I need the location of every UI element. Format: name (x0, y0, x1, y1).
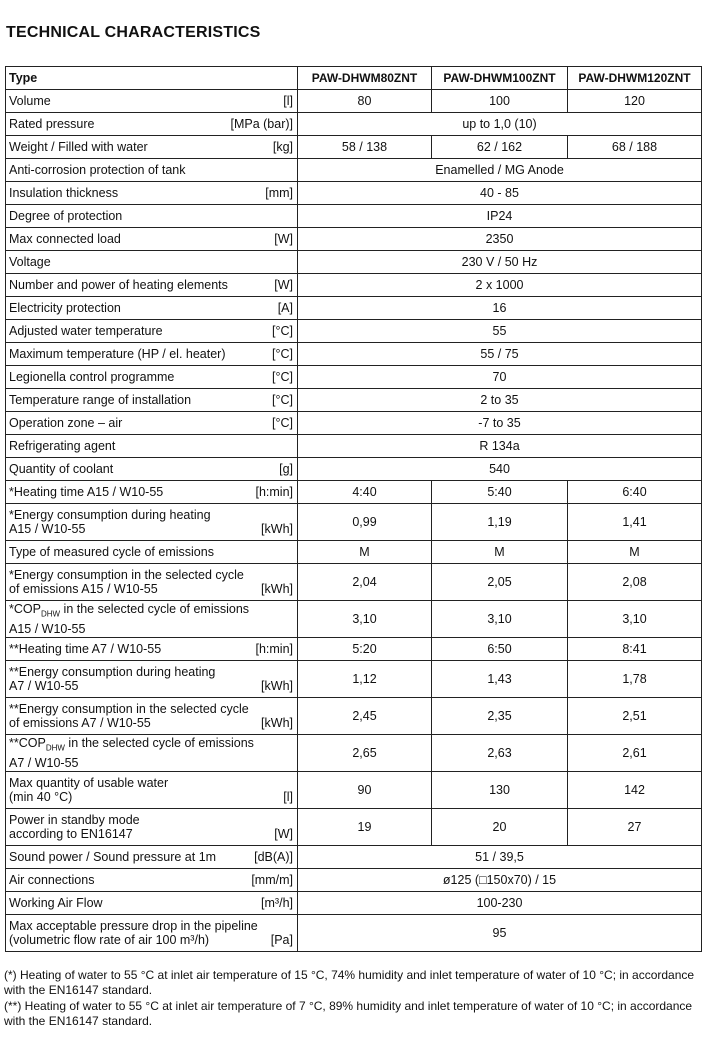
row-unit: [W] (274, 278, 293, 292)
row-unit: [h:min] (255, 642, 293, 656)
row-value: 2,04 (298, 564, 432, 601)
table-row (6, 182, 702, 205)
row-value: 16 (298, 297, 702, 320)
row-unit: [dB(A)] (254, 850, 293, 864)
row-value: 40 - 85 (298, 182, 702, 205)
row-label-cell (6, 90, 298, 113)
row-label-line2: (volumetric flow rate of air 100 m³/h) (9, 933, 210, 947)
row-label: Legionella control programme (9, 370, 175, 384)
table-row (6, 846, 702, 869)
table-row (6, 435, 702, 458)
row-label-cell (6, 113, 298, 136)
spec-table-body (6, 90, 702, 952)
row-value: 2,61 (568, 735, 702, 772)
row-label: **Energy consumption during heating (9, 665, 216, 679)
row-label-line2: of emissions A15 / W10-55 (9, 582, 158, 596)
row-label: Anti-corrosion protection of tank (9, 163, 186, 177)
row-value: M (432, 541, 568, 564)
row-value: 55 / 75 (298, 343, 702, 366)
table-row (6, 809, 702, 846)
row-value: 5:20 (298, 638, 432, 661)
row-label-cell (6, 846, 298, 869)
row-label-line2: A7 / W10-55 (9, 755, 79, 770)
row-value: 2 to 35 (298, 389, 702, 412)
row-label: *Heating time A15 / W10-55 (9, 485, 164, 499)
row-value: 2,51 (568, 698, 702, 735)
model-header: PAW-DHWM80ZNT (298, 67, 432, 90)
table-row (6, 892, 702, 915)
row-label: Power in standby mode (9, 813, 140, 827)
row-label: Air connections (9, 873, 95, 887)
footnote: (**) Heating of water to 55 °C at inlet air temperature of 7 °C, 89% humidity and inlet temperature of water of 10 °C; in accordance with the EN16147 standard. (4, 999, 693, 1028)
row-value: 1,43 (432, 661, 568, 698)
row-unit: [kWh] (261, 582, 293, 596)
row-label-line2: A7 / W10-55 (9, 679, 79, 693)
table-row (6, 601, 702, 638)
table-row (6, 274, 702, 297)
row-unit: [°C] (272, 393, 293, 407)
row-value: 80 (298, 90, 432, 113)
row-label-cell (6, 320, 298, 343)
row-label-cell (6, 481, 298, 504)
row-label-line2: of emissions A7 / W10-55 (9, 716, 151, 730)
row-label: Rated pressure (9, 117, 95, 131)
table-row (6, 541, 702, 564)
table-row (6, 638, 702, 661)
table-row (6, 915, 702, 952)
row-label-cell (6, 205, 298, 228)
row-label: Working Air Flow (9, 896, 103, 910)
table-row (6, 869, 702, 892)
table-row (6, 228, 702, 251)
row-value: 27 (568, 809, 702, 846)
row-unit: [°C] (272, 347, 293, 361)
row-label: Volume (9, 94, 51, 108)
row-value: 1,19 (432, 504, 568, 541)
row-unit: [g] (279, 462, 293, 476)
row-label: Weight / Filled with water (9, 140, 148, 154)
row-value: 3,10 (432, 601, 568, 638)
row-value: 2,63 (432, 735, 568, 772)
row-label: Number and power of heating elements (9, 278, 228, 292)
row-value: 1,12 (298, 661, 432, 698)
row-label: **Heating time A7 / W10-55 (9, 642, 162, 656)
row-value: ø125 (□150x70) / 15 (298, 869, 702, 892)
row-unit: [kg] (272, 140, 293, 154)
table-row (6, 297, 702, 320)
row-unit: [Pa] (270, 933, 293, 947)
row-label: Maximum temperature (HP / el. heater) (9, 347, 226, 361)
row-label: *COP (9, 602, 41, 617)
row-label-cell (6, 601, 298, 638)
table-row (6, 320, 702, 343)
row-label-cell (6, 389, 298, 412)
row-value: M (298, 541, 432, 564)
row-value: 142 (568, 772, 702, 809)
row-label: Operation zone – air (9, 416, 123, 430)
row-value: 540 (298, 458, 702, 481)
row-unit: [MPa (bar)] (230, 117, 293, 131)
table-row (6, 772, 702, 809)
row-unit: [°C] (272, 416, 293, 430)
row-value: 68 / 188 (568, 136, 702, 159)
row-label-cell (6, 869, 298, 892)
row-label-cell (6, 915, 298, 952)
row-label: Adjusted water temperature (9, 324, 163, 338)
footnote: (*) Heating of water to 55 °C at inlet air temperature of 15 °C, 74% humidity and inlet temperature of water of 10 °C; in accordance with the EN16147 standard. (4, 968, 695, 997)
row-value: 130 (432, 772, 568, 809)
row-label-line2: (min 40 °C) (9, 790, 73, 804)
row-label-cell (6, 458, 298, 481)
row-value: 2,65 (298, 735, 432, 772)
row-label: in the selected cycle of emissions (60, 602, 250, 617)
row-value: 55 (298, 320, 702, 343)
row-unit: [°C] (272, 370, 293, 384)
row-label-cell (6, 297, 298, 320)
row-label: Electricity protection (9, 301, 121, 315)
row-value: 1,78 (568, 661, 702, 698)
table-row (6, 136, 702, 159)
row-value: 100 (432, 90, 568, 113)
table-row (6, 698, 702, 735)
row-value: 2,35 (432, 698, 568, 735)
row-value: 95 (298, 915, 702, 952)
page-title: TECHNICAL CHARACTERISTICS (6, 24, 261, 41)
row-value: 3,10 (568, 601, 702, 638)
row-label-cell (6, 251, 298, 274)
row-label: Insulation thickness (9, 186, 119, 200)
row-unit: [°C] (272, 324, 293, 338)
row-label-cell (6, 564, 298, 601)
row-value: 4:40 (298, 481, 432, 504)
row-label-cell (6, 698, 298, 735)
row-label: Voltage (9, 255, 51, 269)
row-value: 90 (298, 772, 432, 809)
row-label-cell (6, 892, 298, 915)
row-unit: [kWh] (261, 716, 293, 730)
table-row (6, 205, 702, 228)
row-unit: [l] (283, 790, 293, 804)
row-label-cell (6, 435, 298, 458)
row-value: Enamelled / MG Anode (298, 159, 702, 182)
table-row (6, 564, 702, 601)
row-value: 100-230 (298, 892, 702, 915)
row-label-cell (6, 504, 298, 541)
row-label-cell (6, 661, 298, 698)
row-label-cell (6, 638, 298, 661)
row-value: 51 / 39,5 (298, 846, 702, 869)
row-label: *Energy consumption in the selected cycle (9, 568, 244, 582)
model-header: PAW-DHWM120ZNT (568, 67, 702, 90)
footnotes (4, 968, 704, 1030)
row-unit: [m³/h] (261, 896, 293, 910)
row-label: Temperature range of installation (9, 393, 192, 407)
row-value: IP24 (298, 205, 702, 228)
row-label: **COP (9, 736, 46, 751)
row-value: 70 (298, 366, 702, 389)
spec-table (5, 66, 702, 952)
row-unit: [A] (277, 301, 293, 315)
row-value: R 134a (298, 435, 702, 458)
table-row (6, 661, 702, 698)
table-row (6, 113, 702, 136)
type-header: Type (6, 67, 298, 90)
row-unit: [W] (274, 827, 293, 841)
table-row (6, 159, 702, 182)
row-value: 6:50 (432, 638, 568, 661)
row-value: 3,10 (298, 601, 432, 638)
row-label: Max acceptable pressure drop in the pipeline (9, 919, 258, 933)
row-label: Degree of protection (9, 209, 123, 223)
row-label-cell (6, 809, 298, 846)
row-value: 2,05 (432, 564, 568, 601)
table-row (6, 735, 702, 772)
row-label-line2: A15 / W10-55 (9, 522, 86, 536)
table-row (6, 412, 702, 435)
row-value: 20 (432, 809, 568, 846)
row-value: 58 / 138 (298, 136, 432, 159)
row-label: Quantity of coolant (9, 462, 114, 476)
row-value: 5:40 (432, 481, 568, 504)
table-header-row (6, 67, 702, 90)
row-unit: [kWh] (261, 522, 293, 536)
row-value: 19 (298, 809, 432, 846)
row-unit: [h:min] (255, 485, 293, 499)
row-unit: [W] (274, 232, 293, 246)
row-label: Max quantity of usable water (9, 776, 169, 790)
row-label-cell (6, 541, 298, 564)
row-value: up to 1,0 (10) (298, 113, 702, 136)
row-label: *Energy consumption during heating (9, 508, 211, 522)
row-value: -7 to 35 (298, 412, 702, 435)
row-value: M (568, 541, 702, 564)
row-label-cell (6, 343, 298, 366)
row-value: 2 x 1000 (298, 274, 702, 297)
table-row (6, 366, 702, 389)
row-label: in the selected cycle of emissions (64, 736, 254, 751)
row-label: Refrigerating agent (9, 439, 116, 453)
table-row (6, 504, 702, 541)
table-row (6, 90, 702, 113)
row-unit: [mm] (265, 186, 293, 200)
row-value: 1,41 (568, 504, 702, 541)
row-value: 2,45 (298, 698, 432, 735)
row-value: 8:41 (568, 638, 702, 661)
model-header: PAW-DHWM100ZNT (432, 67, 568, 90)
row-label: Sound power / Sound pressure at 1m (9, 850, 217, 864)
table-row (6, 389, 702, 412)
row-value: 230 V / 50 Hz (298, 251, 702, 274)
row-value: 120 (568, 90, 702, 113)
row-label-cell (6, 182, 298, 205)
row-label: Type of measured cycle of emissions (9, 545, 214, 559)
row-label-cell (6, 274, 298, 297)
table-row (6, 481, 702, 504)
row-label-line2: according to EN16147 (9, 827, 133, 841)
row-value: 0,99 (298, 504, 432, 541)
row-value: 6:40 (568, 481, 702, 504)
row-label-cell (6, 228, 298, 251)
row-label-cell (6, 136, 298, 159)
row-label-subscript: DHW (45, 743, 65, 753)
row-label-subscript: DHW (40, 609, 61, 619)
row-label-line2: A15 / W10-55 (9, 621, 86, 636)
row-unit: [kWh] (261, 679, 293, 693)
row-label-cell (6, 412, 298, 435)
row-label: Max connected load (9, 232, 121, 246)
row-value: 2350 (298, 228, 702, 251)
row-value: 2,08 (568, 564, 702, 601)
row-value: 62 / 162 (432, 136, 568, 159)
row-unit: [mm/m] (251, 873, 293, 887)
row-label: **Energy consumption in the selected cycle (9, 702, 249, 716)
table-row (6, 343, 702, 366)
row-label-cell (6, 735, 298, 772)
row-label-cell (6, 366, 298, 389)
row-label-cell (6, 772, 298, 809)
row-unit: [l] (283, 94, 293, 108)
table-row (6, 251, 702, 274)
row-label-cell (6, 159, 298, 182)
table-row (6, 458, 702, 481)
